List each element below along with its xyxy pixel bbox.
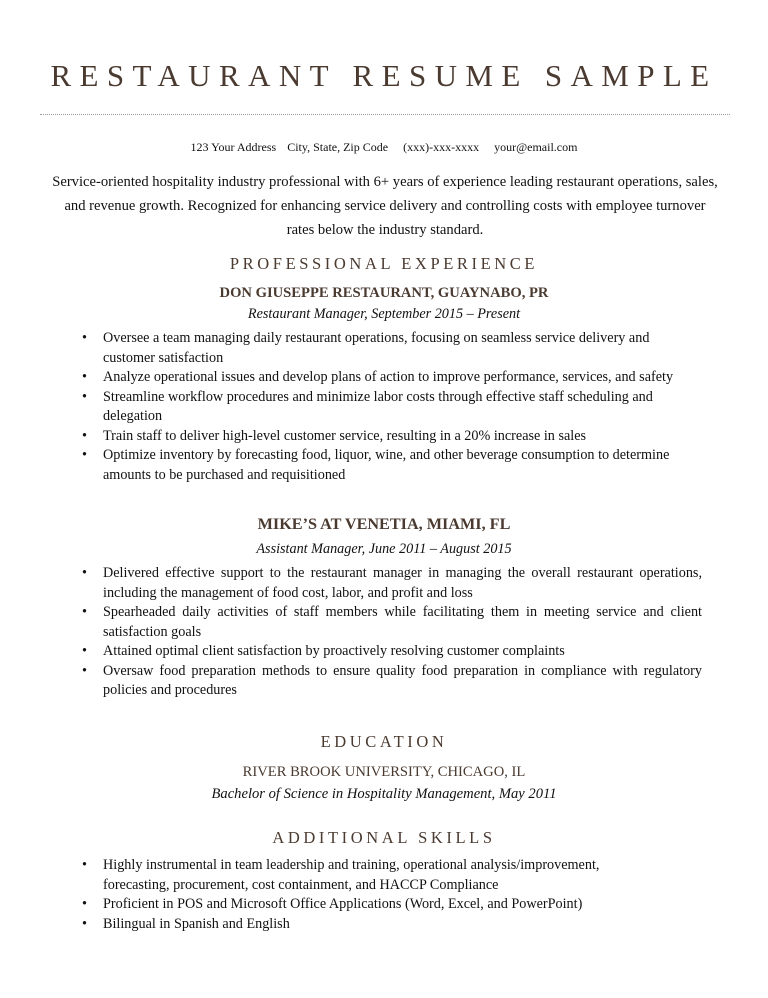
job-employer: MIKE’S AT VENETIA, MIAMI, FL bbox=[257, 515, 511, 533]
job-bullet-list bbox=[84, 329, 700, 485]
education-heading: EDUCATION bbox=[320, 732, 448, 751]
contact-email: your@email.com bbox=[494, 140, 578, 154]
contact-address: 123 Your Address bbox=[190, 140, 277, 154]
job-bullet-list bbox=[84, 564, 702, 701]
list-item: • Highly instrumental in team leadership and training, operational analysis/improvement, forecasting, procurement, cost containment, and HACCP Compliance bbox=[84, 856, 654, 895]
contact-city: City, State, Zip Code bbox=[287, 140, 389, 154]
list-item: • Streamline workflow procedures and minimize labor costs through effective staff scheduling and delegation bbox=[84, 388, 700, 427]
job-role: Restaurant Manager, September 2015 – Present bbox=[247, 306, 521, 322]
list-item: • Optimize inventory by forecasting food, liquor, wine, and other beverage consumption to determine amounts to be purchased and requisitioned bbox=[84, 446, 700, 485]
list-item: • Spearheaded daily activities of staff members while facilitating them in meeting service and client satisfaction goals bbox=[84, 603, 702, 642]
list-item: • Oversee a team managing daily restaurant operations, focusing on seamless service delivery and customer satisfaction bbox=[84, 329, 700, 368]
list-item: • Bilingual in Spanish and English bbox=[84, 915, 654, 935]
skills-heading: ADDITIONAL SKILLS bbox=[272, 828, 496, 847]
job-role: Assistant Manager, June 2011 – August 2015 bbox=[256, 541, 512, 557]
resume-title: RESTAURANT RESUME SAMPLE bbox=[50, 58, 718, 93]
list-item: • Train staff to deliver high-level customer service, resulting in a 20% increase in sales bbox=[84, 427, 700, 447]
contact-phone: (xxx)-xxx-xxxx bbox=[403, 140, 480, 154]
title-divider bbox=[40, 114, 730, 115]
job-employer: DON GIUSEPPE RESTAURANT, GUAYNABO, PR bbox=[219, 285, 549, 301]
experience-heading: PROFESSIONAL EXPERIENCE bbox=[229, 254, 539, 273]
list-item: • Oversaw food preparation methods to ensure quality food preparation in compliance with regulatory policies and procedures bbox=[84, 662, 702, 701]
education-school: RIVER BROOK UNIVERSITY, CHICAGO, IL bbox=[242, 764, 526, 780]
skills-bullet-list bbox=[84, 856, 654, 934]
list-item: • Analyze operational issues and develop plans of action to improve performance, services, and safety bbox=[84, 368, 700, 388]
education-degree: Bachelor of Science in Hospitality Management, May 2011 bbox=[211, 786, 557, 802]
list-item: • Attained optimal client satisfaction by proactively resolving customer complaints bbox=[84, 642, 702, 662]
list-item: • Proficient in POS and Microsoft Office Applications (Word, Excel, and PowerPoint) bbox=[84, 895, 654, 915]
list-item: • Delivered effective support to the restaurant manager in managing the overall restaurant operations, including the management of food cost, labor, and profit and loss bbox=[84, 564, 702, 603]
summary-paragraph: Service-oriented hospitality industry professional with 6+ years of experience leading restaurant operations, sales, and revenue growth. Recognized for enhancing service delivery and controlling costs with employee turnover rates below the industry standard. bbox=[52, 174, 718, 238]
contact-line bbox=[0, 140, 768, 155]
